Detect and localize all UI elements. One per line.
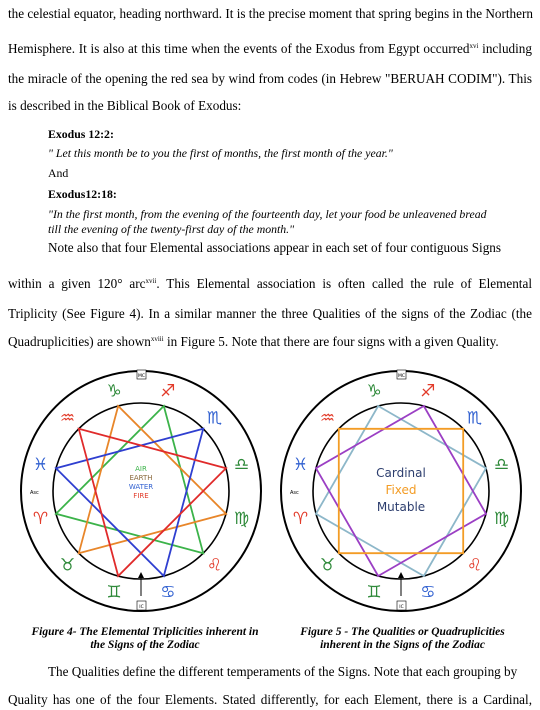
body-text: Quadruplicities) are shown	[8, 334, 151, 349]
legend-cardinal: Cardinal	[376, 466, 426, 480]
zodiac-glyph: ♏	[206, 408, 223, 429]
ic-label: IC	[399, 605, 404, 610]
body-text: within a given 120° arc	[8, 276, 146, 291]
zodiac-glyph: ♐	[160, 381, 176, 402]
zodiac-glyph: ♈	[32, 508, 49, 529]
body-line: Note also that four Elemental associations appear in each set of four contiguous Signs	[48, 240, 502, 255]
zodiac-glyph: ♋	[160, 582, 176, 603]
zodiac-glyph: ♌	[466, 555, 483, 576]
zodiac-glyph: ♑	[106, 381, 122, 402]
body-line: The Qualities define the different temperaments of the Signs. Note that each grouping by	[48, 664, 518, 679]
body-text: including	[478, 41, 532, 56]
body-line: Quality has one of the four Elements. Stated differently, for each Element, there is a Cardinal,	[8, 692, 532, 707]
figure-elemental-triplicities	[18, 368, 264, 614]
endnote-ref[interactable]: xviii	[150, 335, 164, 343]
zodiac-glyph: ♈	[292, 508, 309, 529]
zodiac-glyph: ♏	[466, 408, 483, 429]
legend-earth: EARTH	[129, 474, 153, 482]
zodiac-glyph: ♓	[32, 455, 49, 476]
legend-air: AIR	[135, 465, 147, 473]
body-line: the celestial equator, heading northward. It is the precise moment that spring begins in the Northern	[8, 6, 533, 21]
quote-connector: And	[48, 166, 69, 180]
zodiac-glyph: ♒	[59, 408, 76, 429]
zodiac-glyph: ♎	[493, 455, 510, 476]
figure-qualities	[278, 368, 524, 614]
mc-label: MC	[397, 374, 406, 379]
zodiac-glyph: ♐	[420, 381, 436, 402]
body-line	[8, 41, 532, 57]
legend-mutable: Mutable	[376, 500, 426, 514]
body-line: the miracle of the opening the red sea by wind from codes (in Hebrew "BERUAH CODIM"). This	[8, 71, 532, 86]
quote-text: "In the first month, from the evening of the fourteenth day, let your food be unleavened bread	[48, 207, 487, 221]
legend-fixed: Fixed	[385, 483, 417, 497]
body-text: Hemisphere. It is also at this time when the events of the Exodus from Egypt occurred	[8, 41, 470, 56]
body-line: is described in the Biblical Book of Exodus:	[8, 98, 242, 113]
quote-reference: Exodus 12:2:	[48, 127, 114, 141]
endnote-ref[interactable]: xvi	[469, 42, 479, 50]
caption-line: the Signs of the Zodiac	[90, 639, 200, 651]
zodiac-glyph: ♋	[420, 582, 436, 603]
body-line	[8, 276, 532, 292]
zodiac-glyph: ♑	[366, 381, 382, 402]
legend-fire: FIRE	[133, 492, 149, 500]
zodiac-glyph: ♎	[233, 455, 250, 476]
endnote-ref[interactable]: xvii	[145, 277, 157, 285]
zodiac-glyph: ♓	[292, 455, 309, 476]
zodiac-glyph: ♍	[493, 508, 510, 529]
legend-water: WATER	[128, 483, 154, 491]
body-line: Triplicity (See Figure 4). In a similar manner the three Qualities of the signs of the Zodiac (the	[8, 306, 532, 321]
zodiac-glyph: ♌	[206, 555, 223, 576]
zodiac-glyph: ♊	[106, 582, 122, 603]
figure4-caption	[20, 626, 270, 652]
body-line	[8, 334, 532, 350]
caption-line: Figure 4- The Elemental Triplicities inherent in	[31, 626, 259, 638]
figure5-caption	[280, 626, 525, 652]
body-text: in Figure 5. Note that there are four signs with a given Quality.	[163, 334, 499, 349]
asc-label: Asc	[30, 490, 39, 496]
zodiac-glyph: ♍	[233, 508, 250, 529]
caption-line: Figure 5 - The Qualities or Quadruplicities	[300, 626, 505, 638]
quote-text: " Let this month be to you the first of months, the first month of the year."	[48, 146, 393, 160]
asc-label: Asc	[290, 490, 299, 496]
quote-text: till the evening of the twenty-first day of the month."	[48, 222, 295, 236]
zodiac-glyph: ♉	[59, 555, 76, 576]
ic-label: IC	[139, 605, 144, 610]
caption-line: inherent in the Signs of the Zodiac	[320, 639, 485, 651]
mc-label: MC	[137, 374, 146, 379]
body-text: . This Elemental association is often called the rule of Elemental	[156, 276, 532, 291]
quote-reference: Exodus12:18:	[48, 187, 117, 201]
zodiac-glyph: ♊	[366, 582, 382, 603]
zodiac-glyph: ♉	[319, 555, 336, 576]
zodiac-glyph: ♒	[319, 408, 336, 429]
